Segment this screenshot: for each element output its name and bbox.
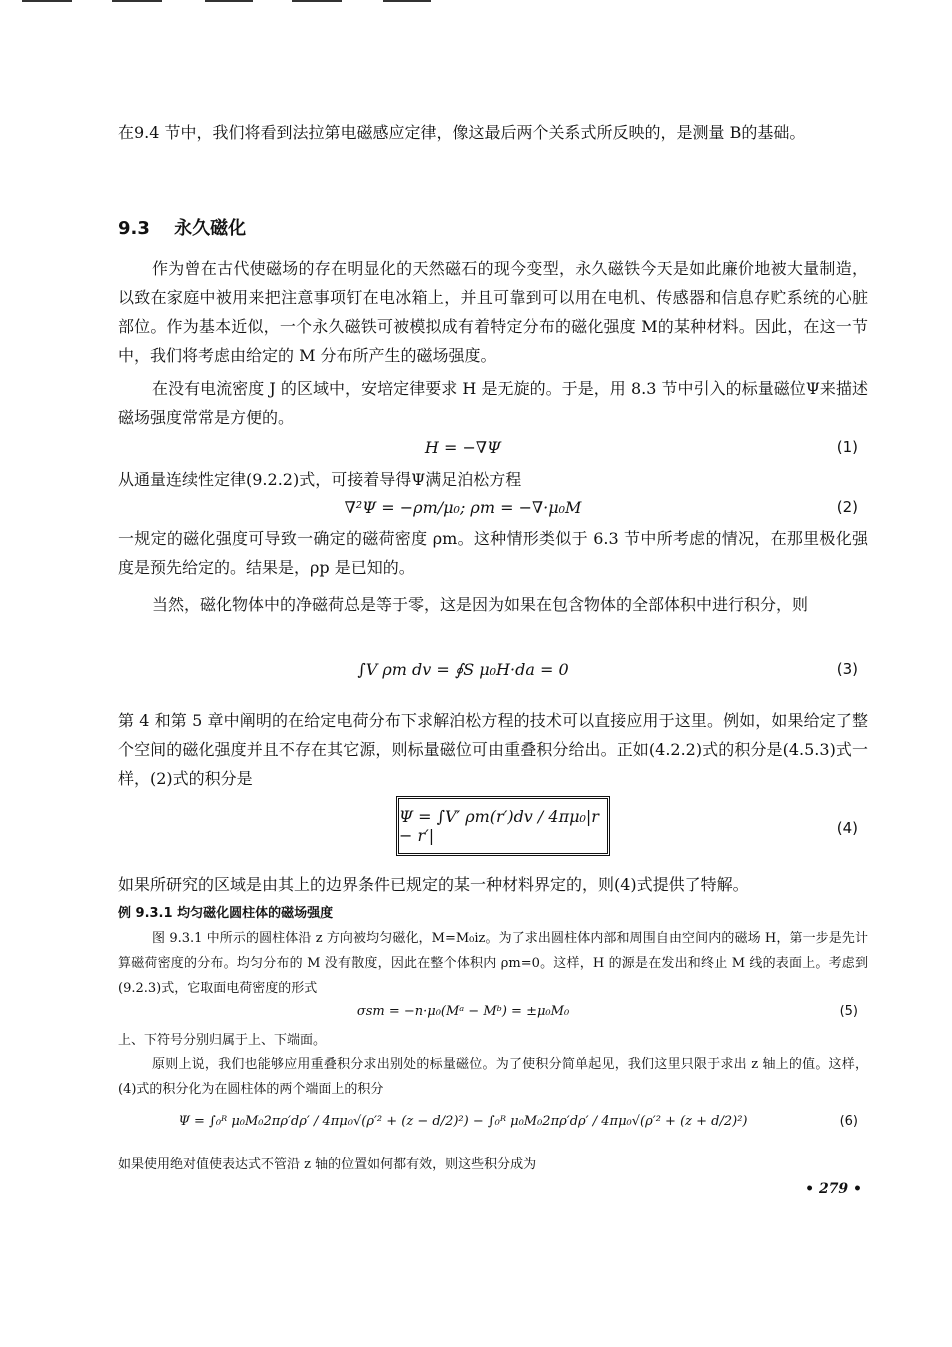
equation-body: Ψ = ∫₀ᴿ μ₀M₀2πρ′dρ′ / 4πμ₀√(ρ′² + (z − d/2)²) − ∫₀ᴿ μ₀M₀2πρ′dρ′ / 4πμ₀√(ρ′² + (z + d/2)²)	[178, 1114, 748, 1129]
equation-1	[118, 434, 868, 464]
equation-number: (2)	[836, 498, 858, 516]
equation-5	[118, 1000, 868, 1030]
paragraph: 如果使用绝对值使表达式不管沿 z 轴的位置如何都有效，则这些积分成为	[118, 1157, 537, 1172]
paragraph: 第 4 和第 5 章中阐明的在给定电荷分布下求解泊松方程的技术可以直接应用于这里。例如，如果给定了整个空间的磁化强度并且不存在其它源，则标量磁位可由重叠积分给出。正如(4.2.2)式的积分是(4.5.3)式一样，(2)式的积分是	[118, 711, 868, 788]
equation-number: (3)	[836, 660, 858, 678]
equation-6	[118, 1110, 868, 1140]
equation-2	[118, 494, 868, 524]
section-title: 永久磁化	[174, 218, 247, 239]
paragraph: 上、下符号分别归属于上、下端面。	[118, 1033, 327, 1048]
equation-number: (5)	[839, 1004, 858, 1019]
example-heading: 例 9.3.1 均匀磁化圆柱体的磁场强度	[118, 906, 334, 921]
scan-artifact	[205, 0, 253, 2]
paragraph: 当然，磁化物体中的净磁荷总是等于零，这是因为如果在包含物体的全部体积中进行积分，则	[152, 595, 809, 614]
paragraph: 如果所研究的区域是由其上的边界条件已规定的某一种材料界定的，则(4)式提供了特解。	[118, 875, 749, 894]
paragraph: 图 9.3.1 中所示的圆柱体沿 z 方向被均匀磁化，M=M₀iz。为了求出圆柱体内部和周围自由空间内的磁场 H，第一步是先计算磁荷密度的分布。均匀分布的 M 没有散度，因此在整个体积内 ρm=0。这样，H 的源是在发出和终止 M 线的表面上。考虑到(9.2.3)式，它取面电荷密度的形式	[118, 931, 868, 996]
scan-artifact	[112, 0, 162, 2]
equation-body: ∇²Ψ = −ρm/μ₀; ρm = −∇·μ₀M	[344, 498, 582, 517]
equation-body: ∫V ρm dv = ∮S μ₀H·da = 0	[357, 660, 569, 679]
paragraph: 在没有电流密度 J 的区域中，安培定律要求 H 是无旋的。于是，用 8.3 节中引入的标量磁位Ψ来描述磁场强度常常是方便的。	[118, 379, 868, 427]
paragraph: 原则上说，我们也能够应用重叠积分求出别处的标量磁位。为了使积分简单起见，我们这里只限于求出 z 轴上的值。这样，(4)式的积分化为在圆柱体的两个端面上的积分	[118, 1057, 868, 1097]
equation-body: H = −∇Ψ	[424, 438, 502, 457]
equation-4	[118, 815, 868, 845]
paragraph: 一规定的磁化强度可导致一确定的磁荷密度 ρm。这种情形类似于 6.3 节中所考虑的情况，在那里极化强度是预先给定的。结果是，ρp 是已知的。	[118, 529, 868, 577]
scan-artifact	[292, 0, 342, 2]
equation-number: (4)	[836, 819, 858, 837]
scan-artifact	[383, 0, 431, 2]
equation-number: (6)	[839, 1114, 858, 1129]
paragraph: 在9.4 节中，我们将看到法拉第电磁感应定律，像这最后两个关系式所反映的，是测量 B的基础。	[118, 123, 806, 142]
page-number: • 279 •	[805, 1181, 862, 1197]
equation-3	[118, 656, 868, 692]
equation-number: (1)	[836, 438, 858, 456]
scan-artifact	[22, 0, 72, 2]
paragraph: 从通量连续性定律(9.2.2)式，可接着导得Ψ满足泊松方程	[118, 470, 522, 489]
equation-body: Ψ = ∫V′ ρm(r′)dv / 4πμ₀|r − r′|	[399, 807, 599, 845]
section-number: 9.3	[118, 218, 150, 239]
paragraph: 作为曾在古代使磁场的存在明显化的天然磁石的现今变型，永久磁铁今天是如此廉价地被大量制造，以致在家庭中被用来把注意事项钉在电冰箱上，并且可靠到可以用在电机、传感器和信息存贮系统的心脏部位。作为基本近似，一个永久磁铁可被模拟成有着特定分布的磁化强度 M的某种材料。因此，在这一节中，我们将考虑由给定的 M 分布所产生的磁场强度。	[118, 259, 868, 365]
equation-body: σsm = −n·μ₀(Mᵃ − Mᵇ) = ±μ₀M₀	[356, 1004, 570, 1019]
section-heading	[118, 214, 246, 240]
